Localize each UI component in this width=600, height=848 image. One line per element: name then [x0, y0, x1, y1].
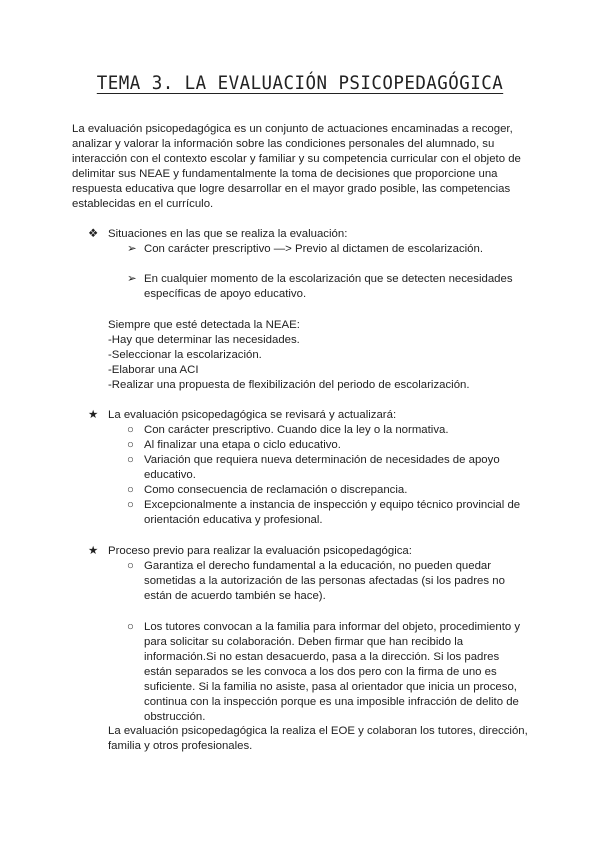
page-title: TEMA 3. LA EVALUACIÓN PSICOPEDAGÓGICA — [96, 72, 504, 94]
proceso-item-text: Los tutores convocan a la familia para informar del objeto, procedimiento y para solicitar su colaboración. Deben firmar que han recibido la información.Si no estan desacuerdo, pasa a la dirección. Si los padres están separados se les convoca a los dos pero con la firma de uno es suficiente. Si la familia no asiste, pasa al orientador que inicia un proceso, continua con la inspección porque es una imposible infracción de delito de obstrucción. — [144, 621, 521, 723]
revision-item-text: Como consecuencia de reclamación o discrepancia. — [144, 484, 408, 496]
arrow-bullet-icon: ➢ — [127, 243, 137, 255]
diamond-bullet-icon: ❖ — [88, 228, 99, 240]
revision-item — [127, 498, 527, 528]
neae-line: -Elaborar una ACI — [108, 364, 199, 376]
revision-heading — [88, 408, 548, 423]
situacion-item-text: En cualquier momento de la escolarización que se detecten necesidades específicas de apoyo educativo. — [144, 273, 513, 300]
situacion-item — [127, 272, 527, 302]
star-bullet-icon: ★ — [88, 545, 99, 557]
star-bullet-icon: ★ — [88, 409, 99, 421]
arrow-bullet-icon: ➢ — [127, 273, 137, 285]
revision-item — [127, 483, 527, 498]
neae-intro: Siempre que esté detectada la NEAE: — [108, 319, 300, 331]
proceso-item-text: Garantiza el derecho fundamental a la educación, no pueden quedar sometidas a la autorización de las personas afectadas (si los padres no están de acuerdo también se hace). — [144, 560, 505, 602]
proceso-heading-text: Proceso previo para realizar la evaluación psicopedagógica: — [108, 545, 412, 557]
situacion-item — [127, 242, 527, 257]
circle-bullet-icon: ○ — [127, 439, 134, 451]
situaciones-heading — [88, 227, 548, 242]
revision-item-text: Al finalizar una etapa o ciclo educativo. — [144, 439, 341, 451]
intro-paragraph: La evaluación psicopedagógica es un conjunto de actuaciones encaminadas a recoger, analizar y valorar la información sobre las condiciones personales del alumnado, su interacción con el contexto escolar y familiar y su competencia curricular con el objeto de delimitar sus NEAE y fundamentalmente la toma de decisiones que proporcione una respuesta educativa que logre desarrollar en el mayor grado posible, las competencias establecidas en el currículo. — [72, 123, 521, 210]
revision-item-text: Con carácter prescriptivo. Cuando dice la ley o la normativa. — [144, 424, 449, 436]
revision-item — [127, 423, 527, 438]
neae-block — [108, 318, 548, 393]
proceso-heading — [88, 544, 548, 559]
circle-bullet-icon: ○ — [127, 499, 134, 511]
revision-item-text: Excepcionalmente a instancia de inspección y equipo técnico provincial de orientación educativa y profesional. — [144, 499, 521, 526]
revision-heading-text: La evaluación psicopedagógica se revisará y actualizará: — [108, 409, 397, 421]
proceso-item — [127, 559, 529, 604]
proceso-item — [127, 620, 529, 725]
situacion-item-text: Con carácter prescriptivo —> Previo al dictamen de escolarización. — [144, 243, 484, 255]
revision-item-text: Variación que requiera nueva determinación de necesidades de apoyo educativo. — [144, 454, 500, 481]
neae-line: -Realizar una propuesta de flexibilización del periodo de escolarización. — [108, 379, 470, 391]
neae-line: -Seleccionar la escolarización. — [108, 349, 262, 361]
circle-bullet-icon: ○ — [127, 484, 134, 496]
circle-bullet-icon: ○ — [127, 424, 134, 436]
neae-line: -Hay que determinar las necesidades. — [108, 334, 300, 346]
situaciones-heading-text: Situaciones en las que se realiza la evaluación: — [108, 228, 348, 240]
closing-paragraph: La evaluación psicopedagógica la realiza el EOE y colaboran los tutores, dirección, familia y otros profesionales. — [108, 725, 528, 752]
revision-item — [127, 453, 517, 483]
revision-item — [127, 438, 527, 453]
circle-bullet-icon: ○ — [127, 621, 134, 633]
circle-bullet-icon: ○ — [127, 454, 134, 466]
circle-bullet-icon: ○ — [127, 560, 134, 572]
